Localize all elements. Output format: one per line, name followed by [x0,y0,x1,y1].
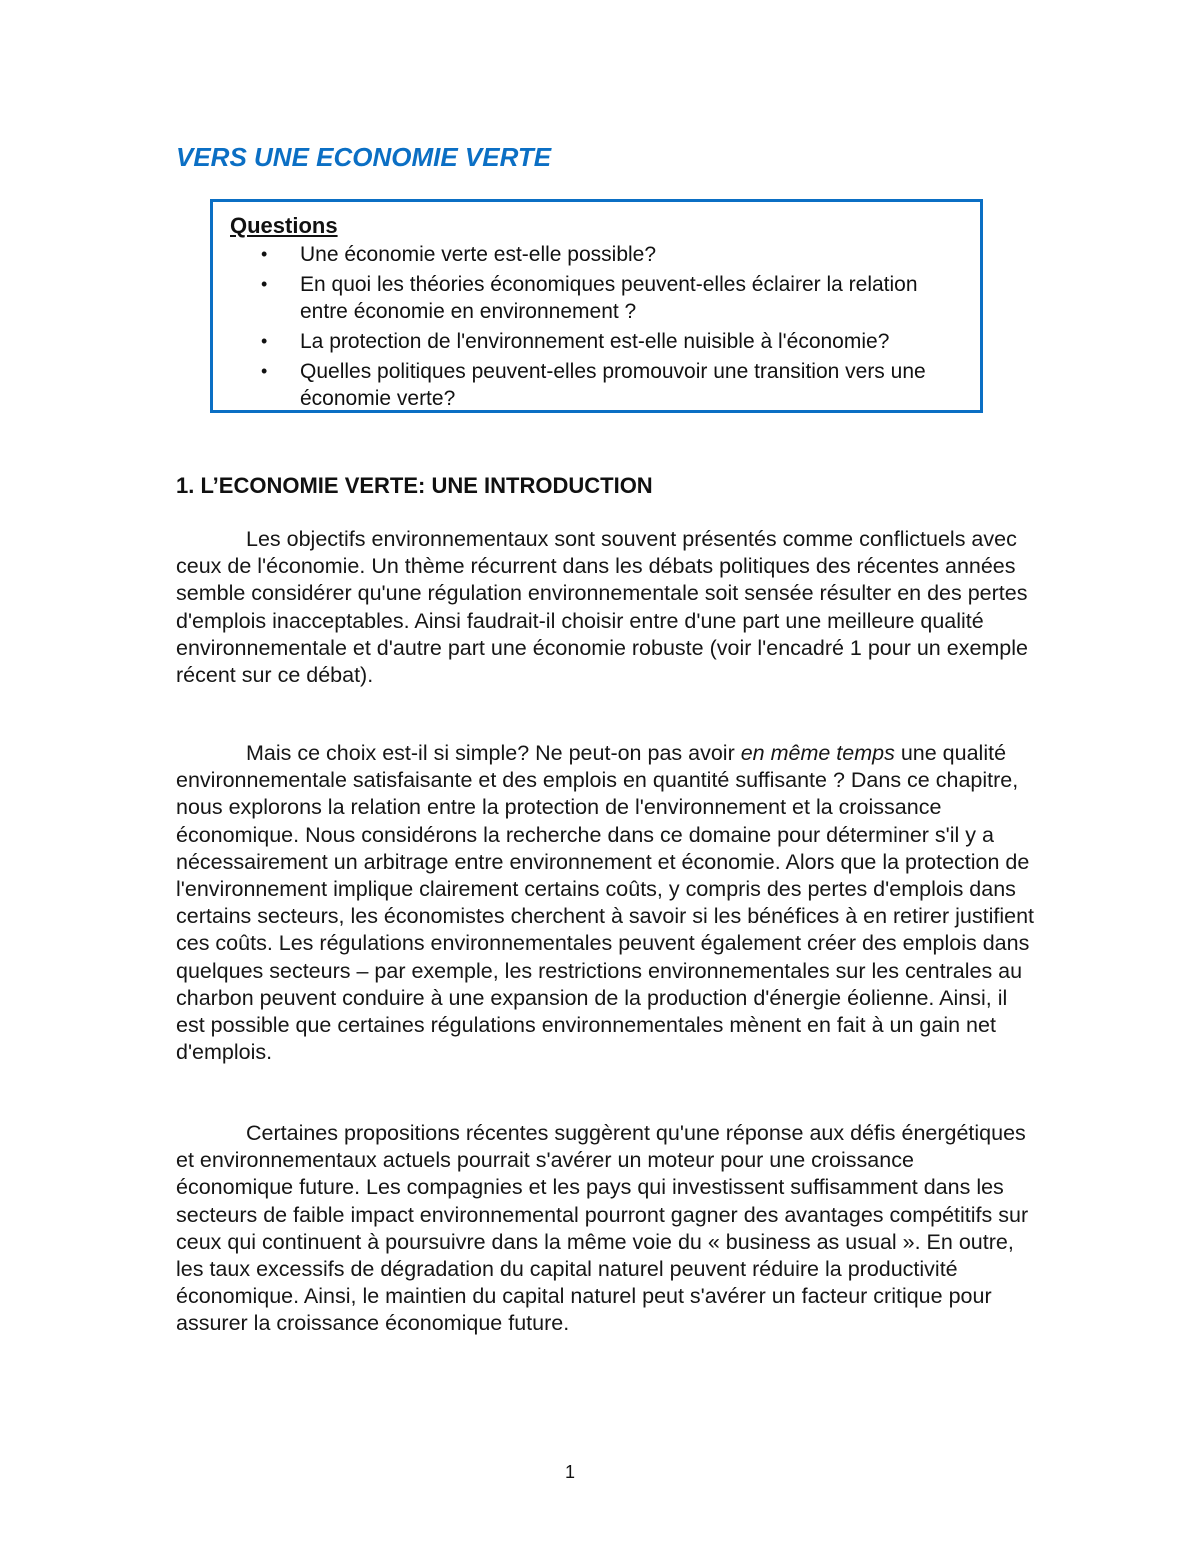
paragraph-2-emphasis: en même temps [740,741,895,765]
bullet-icon: • [261,244,268,264]
section-heading: 1. L’ECONOMIE VERTE: UNE INTRODUCTION [176,473,653,498]
question-text: En quoi les théories économiques peuvent-elles éclairer la relation entre économie en environnement ? [300,273,918,323]
questions-list [230,241,980,412]
paragraph-3: Certaines propositions récentes suggèrent qu'une réponse aux défis énergétiques et environnementaux actuels pourrait s'avérer un moteur pour une croissance économique future. Les compagnies et les pays qui investissent suffisamment dans les secteurs de faible impact environnemental pourront gagner des avantages compétitifs sur ceux qui continuent à poursuivre dans la même voie du « business as usual ». En outre, les taux excessifs de dégradation du capital naturel peuvent réduire la productivité économique. Ainsi, le maintien du capital naturel peut s'avérer un facteur critique pour assurer la croissance économique future. [176,1121,1029,1336]
bullet-icon: • [261,274,268,294]
questions-heading: Questions [230,213,338,238]
question-text: Une économie verte est-elle possible? [300,243,657,266]
question-item [230,328,940,355]
document-title: VERS UNE ECONOMIE VERTE [176,142,552,172]
page-number: 1 [564,1462,575,1482]
question-item [230,241,940,268]
paragraph-2-text-end: une qualité environnementale satisfaisante et des emplois en quantité suffisante ? Dans ce chapitre, nous explorons la relation entre la protection de l'environnement et la croissance économique. Nous considérons la recherche dans ce domaine pour déterminer s'il y a nécessairement un arbitrage entre environnement et économie. Alors que la protection de l'environnement implique clairement certains coûts, y compris des pertes d'emplois dans certains secteurs, les économistes cherchent à savoir si les bénéfices à en retirer justifient ces coûts. Les régulations environnementales peuvent également créer des emplois dans quelques secteurs – par exemple, les restrictions environnementales sur les centrales au charbon peuvent conduire à une expansion de la production d'énergie éolienne. Ainsi, il est possible que certaines régulations environnementales mènent en fait à un gain net d'emplois. [176,741,1035,1065]
questions-box [210,199,983,413]
paragraph-2-text-start: Mais ce choix est-il si simple? Ne peut-on pas avoir [246,741,741,765]
question-item [230,271,940,325]
paragraph-2 [176,740,1036,1066]
paragraph-1: Les objectifs environnementaux sont souvent présentés comme conflictuels avec ceux de l'économie. Un thème récurrent dans les débats politiques des récentes années semble considérer qu'une régulation environnementale soit sensée résulter en des pertes d'emplois inacceptables. Ainsi faudrait-il choisir entre d'une part une meilleure qualité environnementale et d'autre part une économie robuste (voir l'encadré 1 pour un exemple récent sur ce débat). [176,527,1029,688]
question-text: La protection de l'environnement est-elle nuisible à l'économie? [300,330,890,353]
question-item [230,358,940,412]
bullet-icon: • [261,331,268,351]
question-text: Quelles politiques peuvent-elles promouvoir une transition vers une économie verte? [300,360,926,410]
bullet-icon: • [261,361,268,381]
